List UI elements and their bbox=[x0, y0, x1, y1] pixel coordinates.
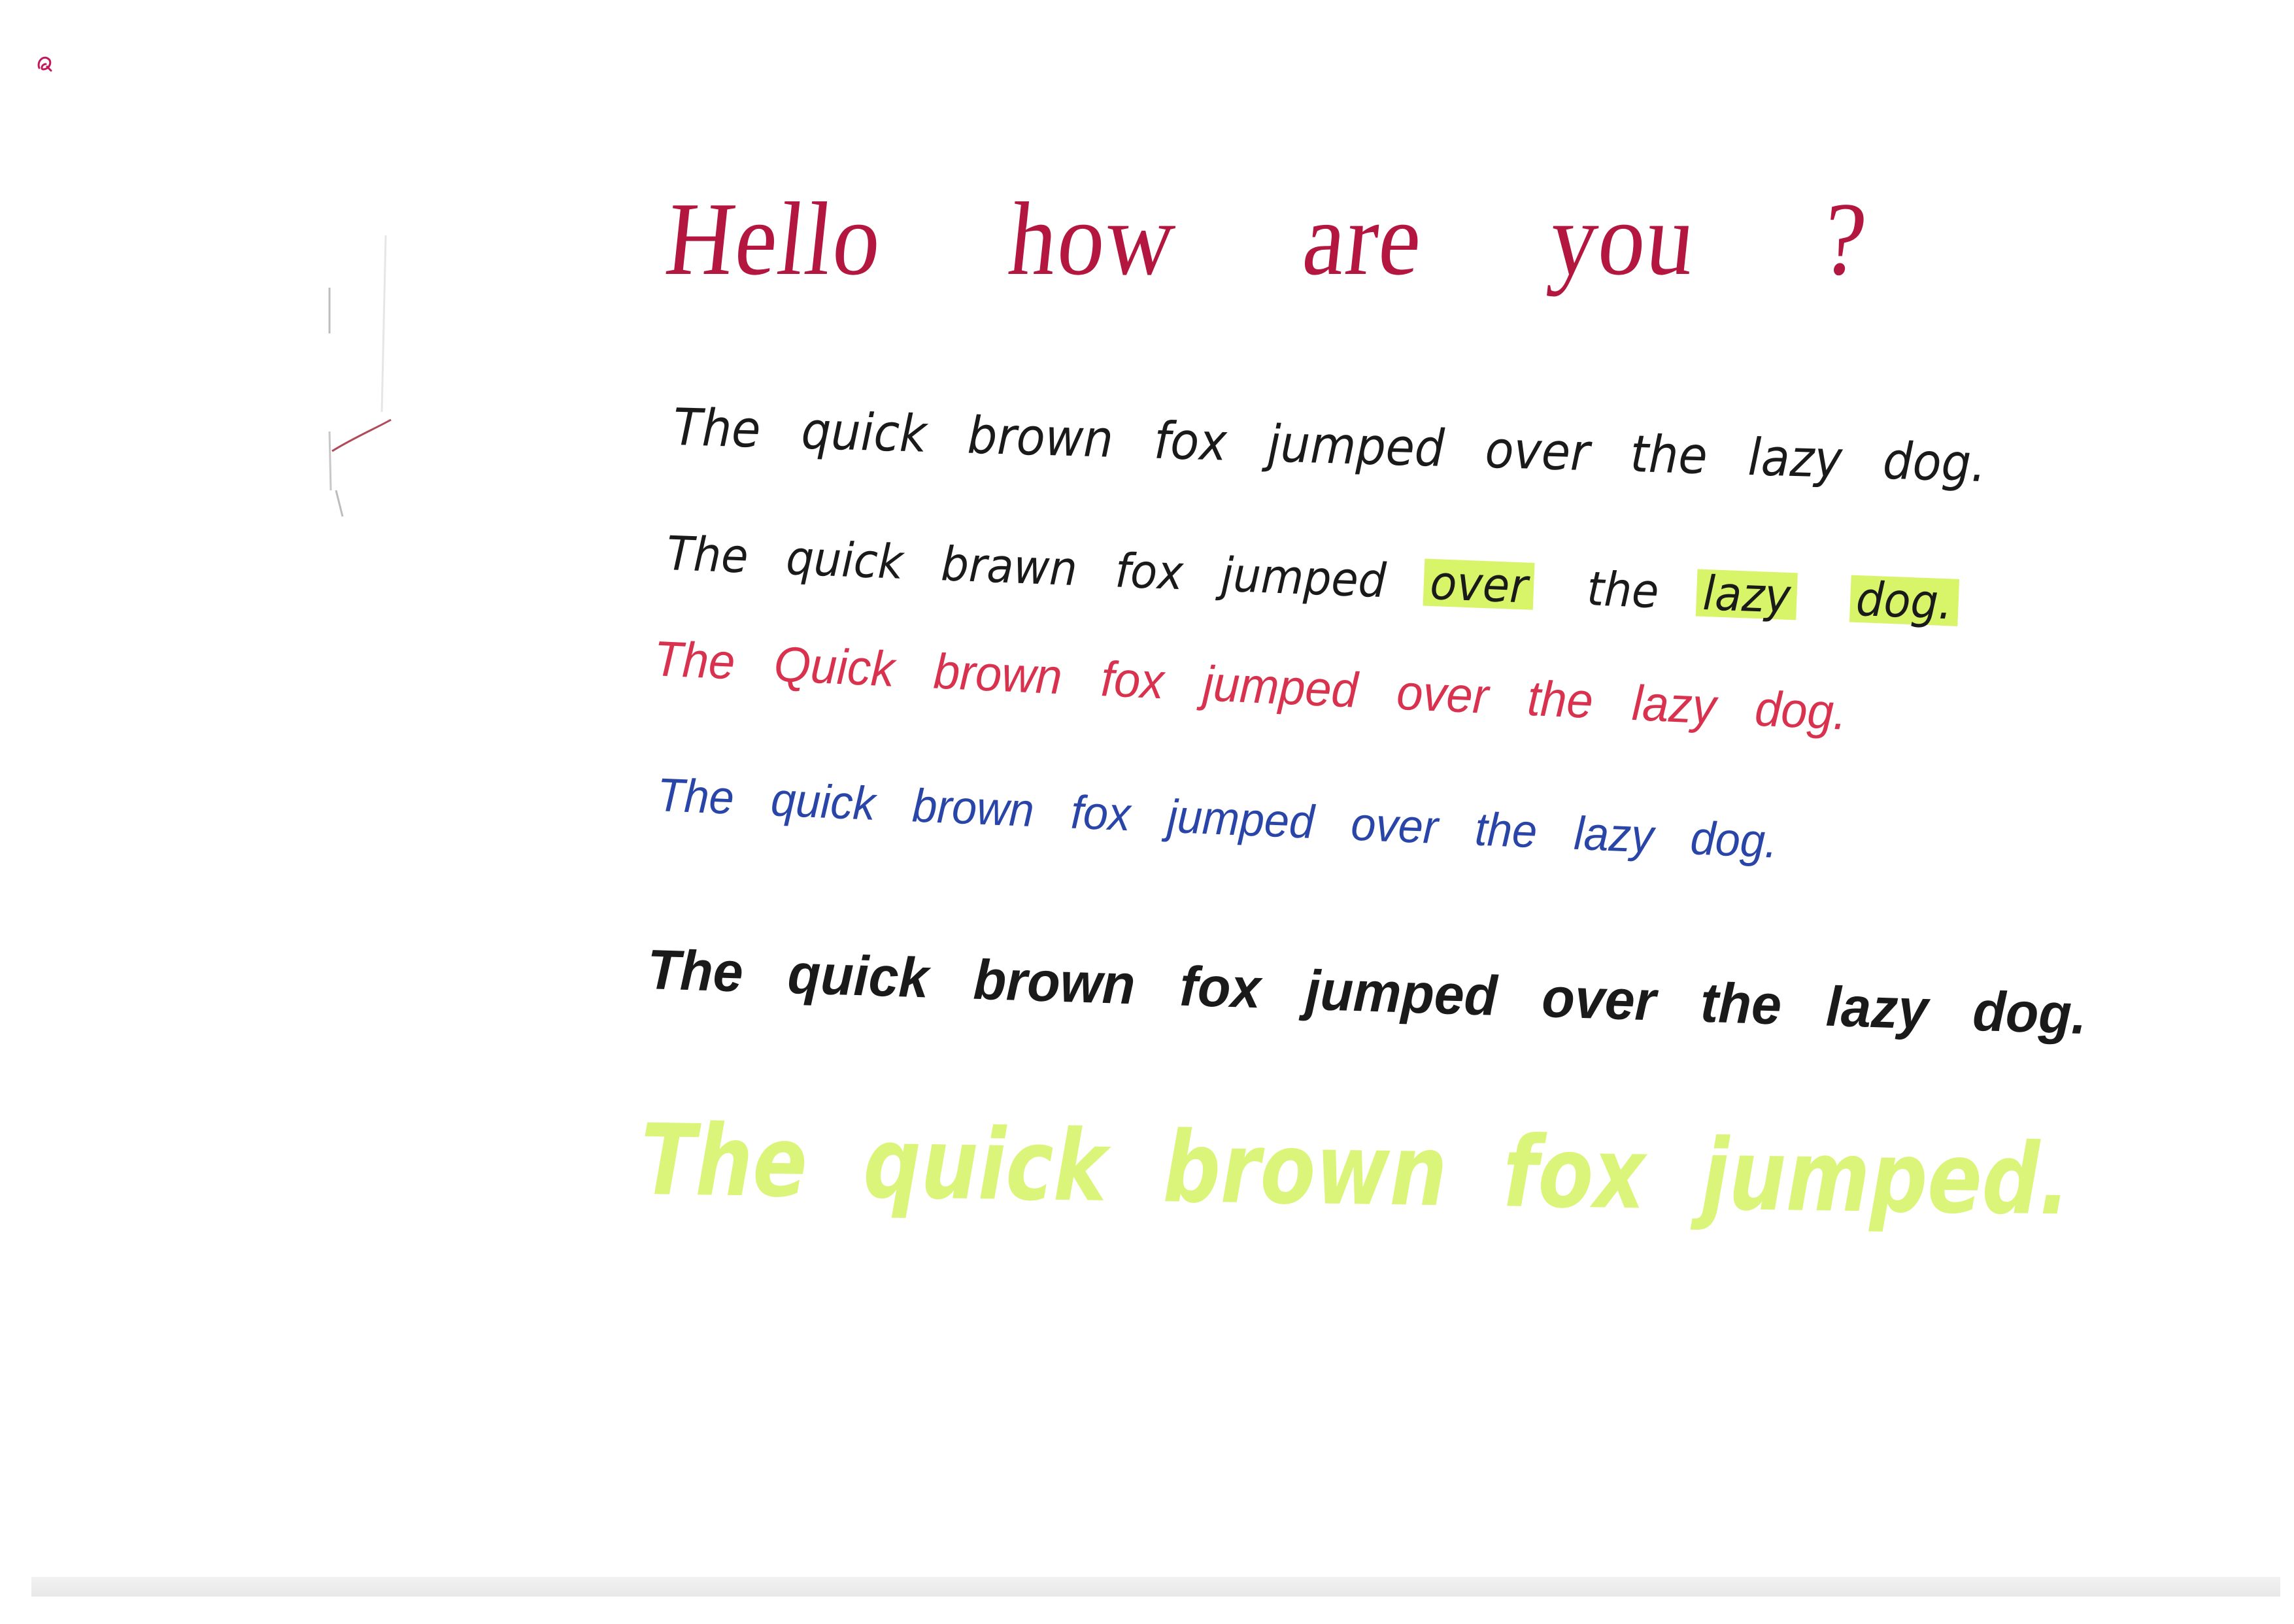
word: lazy bbox=[1630, 675, 1717, 735]
word: are bbox=[1298, 180, 1429, 297]
word: ? bbox=[1817, 180, 1873, 297]
pangram-yellow-marker bbox=[639, 1104, 2099, 1238]
highlighted-word: over bbox=[1423, 559, 1535, 610]
word: lazy bbox=[1573, 807, 1655, 863]
word: fox bbox=[1114, 543, 1185, 601]
word: fox bbox=[1100, 651, 1166, 710]
word: The bbox=[672, 398, 762, 460]
word: quick bbox=[784, 530, 905, 590]
word: dog. bbox=[1881, 431, 1987, 494]
word: lazy bbox=[1825, 975, 1929, 1041]
word: quick bbox=[800, 401, 928, 464]
word: dog. bbox=[1972, 979, 2088, 1047]
word: jumped bbox=[1304, 958, 1498, 1028]
word: The bbox=[652, 631, 737, 690]
word: jumped bbox=[1266, 414, 1445, 479]
word: jumped bbox=[1166, 790, 1315, 849]
word: fox bbox=[1179, 955, 1262, 1021]
word: the bbox=[1585, 561, 1661, 619]
word: The bbox=[656, 769, 735, 824]
pangram-blue bbox=[656, 771, 1803, 866]
word: lazy bbox=[1747, 428, 1844, 490]
word: The bbox=[639, 1104, 809, 1220]
word: quick bbox=[769, 773, 877, 830]
word: over bbox=[1395, 664, 1490, 724]
word: how bbox=[1004, 180, 1182, 297]
word: jumped bbox=[1220, 547, 1387, 609]
word: Quick bbox=[773, 636, 896, 698]
pangram-thin-black bbox=[672, 398, 2013, 494]
word: the bbox=[1526, 670, 1594, 730]
word: over bbox=[1484, 420, 1591, 483]
word: over bbox=[1349, 798, 1440, 854]
word: The bbox=[646, 938, 745, 1004]
word: fox bbox=[1070, 786, 1132, 841]
word: jumped. bbox=[1700, 1118, 2071, 1238]
word: fox bbox=[1502, 1115, 1646, 1232]
word: fox bbox=[1153, 411, 1228, 473]
word: brown bbox=[972, 948, 1136, 1017]
word: Hello bbox=[660, 180, 888, 297]
word: the bbox=[1474, 803, 1538, 858]
word: brown bbox=[932, 643, 1064, 705]
word: brown bbox=[1162, 1111, 1448, 1229]
margin-pencil-marks bbox=[314, 216, 405, 556]
highlighted-word: dog. bbox=[1849, 575, 1960, 626]
word: The bbox=[666, 526, 750, 584]
word: brown bbox=[966, 406, 1115, 469]
highlighted-word: lazy bbox=[1696, 569, 1798, 620]
word: the bbox=[1629, 424, 1708, 486]
word: dog. bbox=[1689, 812, 1779, 868]
word: the bbox=[1699, 971, 1783, 1037]
greeting-line bbox=[660, 180, 1976, 297]
word: dog. bbox=[1753, 681, 1848, 741]
ink-scribble-icon bbox=[34, 52, 56, 75]
word: brown bbox=[911, 779, 1036, 837]
word: quick bbox=[862, 1106, 1108, 1224]
scan-bottom-edge bbox=[31, 1577, 2280, 1597]
pangram-red bbox=[652, 631, 1874, 741]
word: brawn bbox=[939, 536, 1079, 597]
word: over bbox=[1541, 966, 1657, 1033]
word: jumped bbox=[1202, 656, 1359, 719]
pangram-bold-black bbox=[646, 938, 2117, 1047]
word: you bbox=[1544, 180, 1702, 297]
word: quick bbox=[786, 942, 930, 1010]
pangram-highlighted bbox=[666, 526, 1999, 630]
